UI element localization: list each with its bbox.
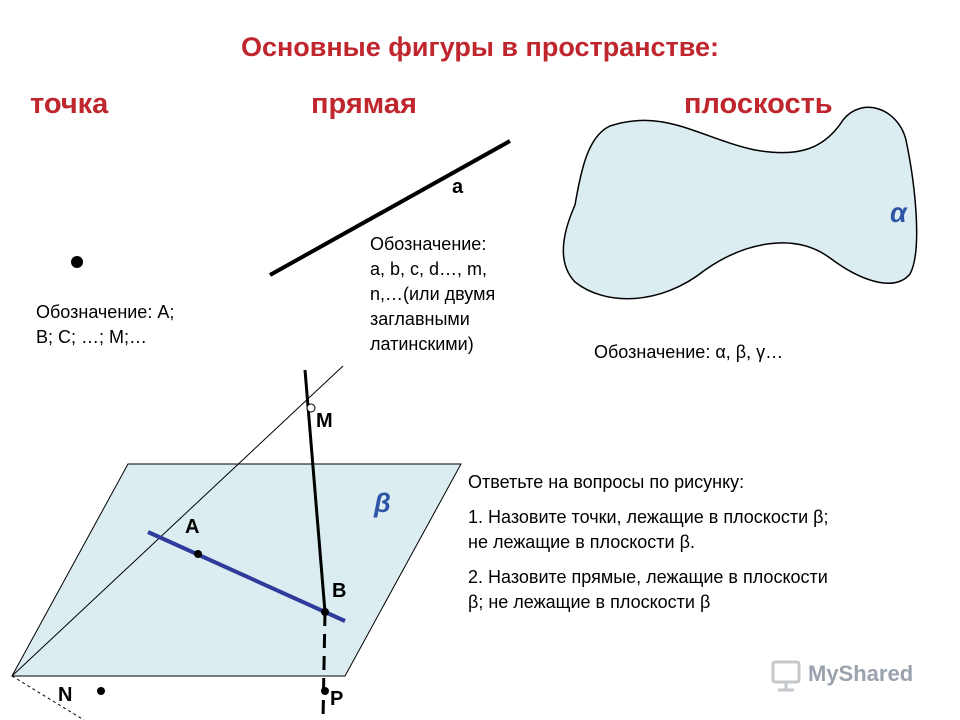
header-plane: плоскость — [684, 88, 833, 120]
line-notation-line4: заглавными — [370, 309, 470, 329]
plane-alpha-label: α — [890, 198, 907, 228]
question-1-line2: не лежащие в плоскости β. — [468, 532, 695, 552]
question-1-line1: 1. Назовите точки, лежащие в плоскости β; — [468, 507, 829, 527]
point-p-label: P — [330, 688, 344, 710]
point-b — [321, 608, 329, 616]
point-dot — [71, 256, 83, 268]
questions-intro: Ответьте на вопросы по рисунку: — [468, 472, 745, 492]
plane-notation: Обозначение: α, β, γ… — [594, 342, 784, 362]
plane-beta-label: β — [374, 488, 391, 518]
point-n — [97, 687, 105, 695]
line-a-label: а — [452, 176, 464, 198]
line-notation-line1: Обозначение: — [370, 234, 487, 254]
point-b-label: B — [332, 580, 347, 602]
header-point: точка — [30, 88, 109, 120]
point-notation-line2: В; С; …; М;… — [36, 327, 148, 347]
questions-block — [468, 470, 948, 615]
line-notation — [370, 232, 495, 357]
line-na-hidden — [12, 676, 84, 720]
plane-alpha-shape — [563, 107, 916, 298]
point-a — [194, 550, 202, 558]
line-notation-line2: a, b, c, d…, m, — [370, 259, 488, 279]
point-m-label: M — [316, 410, 333, 432]
question-2-line1: 2. Назовите прямые, лежащие в плоскости — [468, 567, 828, 587]
line-notation-line3: n,…(или двумя — [370, 284, 496, 304]
point-n-label: N — [58, 684, 73, 706]
header-line: прямая — [311, 88, 417, 120]
watermark-text: MyShared — [808, 661, 914, 686]
point-notation — [36, 300, 174, 350]
point-m — [307, 404, 315, 412]
line-notation-line5: латинскими) — [370, 334, 474, 354]
question-2-line2: β; не лежащие в плоскости β — [468, 592, 711, 612]
point-p — [321, 687, 329, 695]
point-notation-line1: Обозначение: А; — [36, 302, 175, 322]
watermark-icon — [773, 662, 799, 690]
point-a-label: A — [185, 516, 200, 538]
page-title: Основные фигуры в пространстве: — [240, 32, 720, 62]
